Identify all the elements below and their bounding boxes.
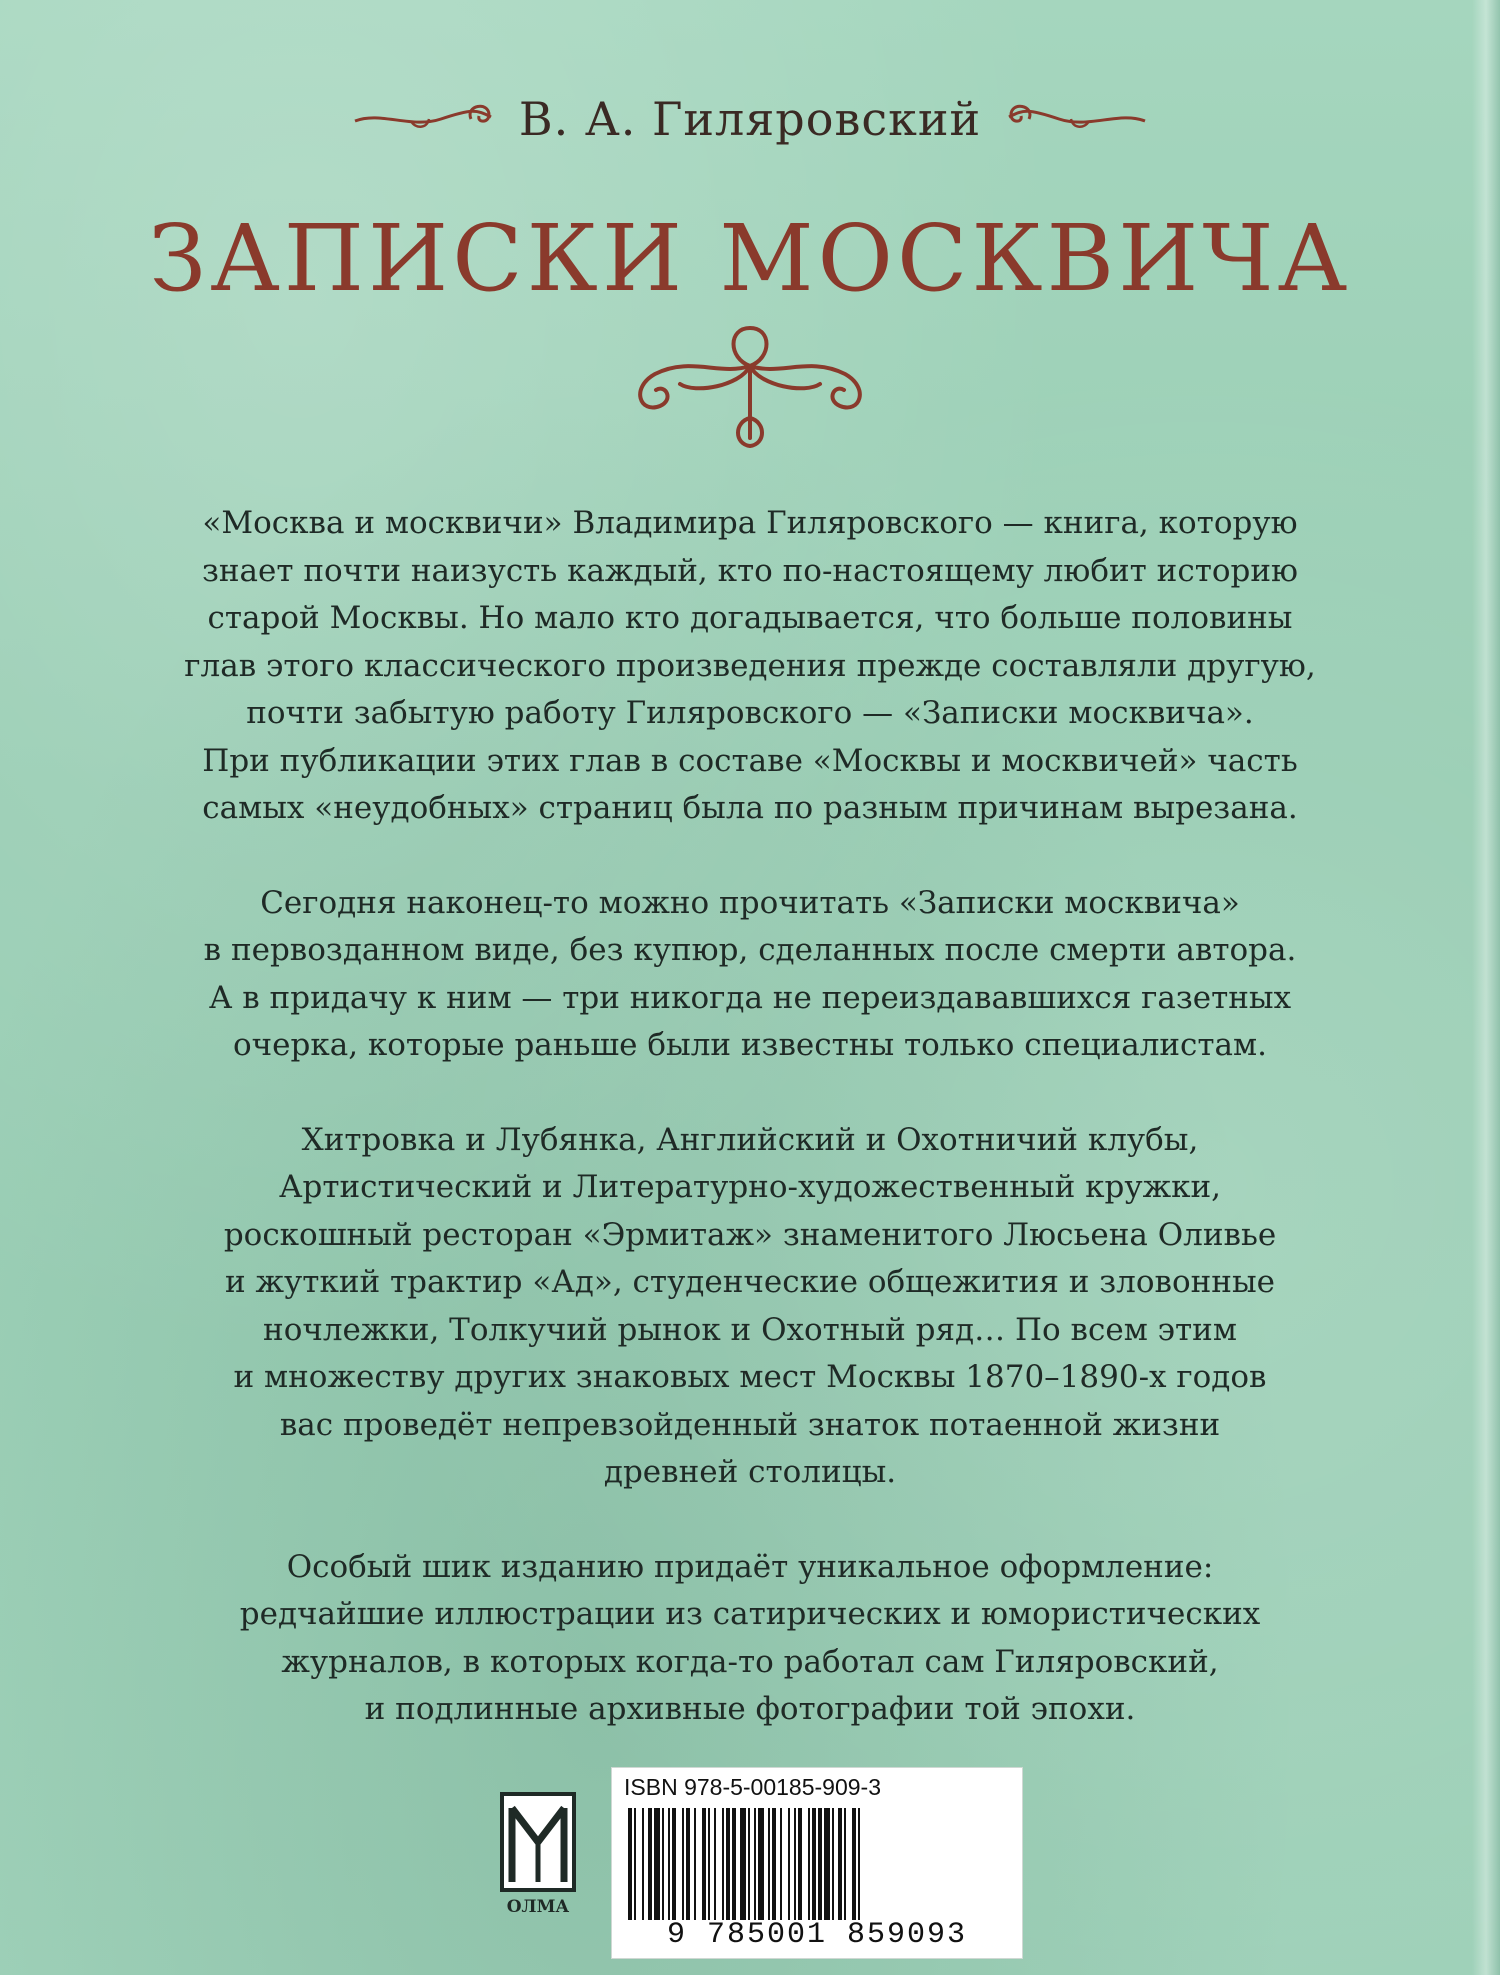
center-scroll-ornament-icon bbox=[620, 318, 880, 468]
isbn-label: ISBN 978-5-00185-909-3 bbox=[624, 1774, 881, 1800]
book-title: ЗАПИСКИ МОСКВИЧА bbox=[148, 205, 1352, 312]
annotation-line: и множеству других знаковых мест Москвы 1870–1890-х годов bbox=[233, 1359, 1267, 1395]
annotation-line: А в придачу к ним — три никогда не переиздававшихся газетных bbox=[208, 979, 1292, 1016]
flourish-right-icon bbox=[999, 99, 1149, 139]
barcode-icon bbox=[624, 1808, 1010, 1920]
annotation-paragraph bbox=[180, 1117, 1320, 1497]
author-name: В. А. Гиляровский bbox=[518, 92, 982, 146]
annotation-line: Хитровка и Лубянка, Английский и Охотничий клубы, bbox=[301, 1121, 1199, 1158]
annotation-line: роскошный ресторан «Эрмитаж» знаменитого Люсьена Оливье bbox=[223, 1216, 1277, 1253]
annotation-line: самых «неудобных» страниц была по разным причинам вырезана. bbox=[202, 790, 1298, 826]
annotation-line: Сегодня наконец-то можно прочитать «Записки москвича» bbox=[260, 884, 1240, 921]
annotation-paragraph bbox=[180, 500, 1320, 833]
annotation-line: Особый шик изданию придаёт уникальное оформление: bbox=[286, 1548, 1214, 1585]
publisher-name: ОЛМА bbox=[506, 1897, 570, 1917]
annotation-line: и подлинные архивные фотографии той эпохи. bbox=[364, 1691, 1136, 1727]
barcode-digits: 9 785001 859093 bbox=[666, 1918, 968, 1952]
annotation-line: знает почти наизусть каждый, кто по-настоящему любит историю bbox=[201, 552, 1299, 589]
annotation-line: Артистический и Литературно-художественный кружки, bbox=[279, 1169, 1221, 1205]
annotation-line: древней столицы. bbox=[603, 1454, 897, 1490]
annotation-line: При публикации этих глав в составе «Москвы и москвичей» часть bbox=[202, 742, 1298, 779]
annotation-line: ночлежки, Толкучий рынок и Охотный ряд… По всем этим bbox=[263, 1311, 1237, 1348]
annotation-line: в первозданном виде, без купюр, сделанных после смерти автора. bbox=[203, 932, 1297, 968]
annotation-line: очерка, которые раньше были известны только специалистам. bbox=[232, 1027, 1268, 1063]
annotation-line: старой Москвы. Но мало кто догадывается, что больше половины bbox=[207, 600, 1293, 636]
annotation-line: почти забытую работу Гиляровского — «Записки москвича». bbox=[246, 695, 1254, 731]
annotation-paragraph bbox=[180, 880, 1320, 1070]
isbn-barcode-block bbox=[612, 1768, 1022, 1958]
annotation-line: вас проведёт непревзойденный знаток потаенной жизни bbox=[279, 1406, 1221, 1443]
annotation-text bbox=[180, 500, 1320, 1781]
annotation-line: и жуткий трактир «Ад», студенческие общежития и зловонные bbox=[225, 1264, 1275, 1300]
annotation-line: журналов, в которых когда-то работал сам Гиляровский, bbox=[281, 1643, 1219, 1680]
flourish-left-icon bbox=[351, 99, 501, 139]
annotation-line: редчайшие иллюстрации из сатирических и юмористических bbox=[239, 1596, 1261, 1632]
annotation-line: глав этого классического произведения прежде составляли другую, bbox=[184, 647, 1316, 684]
olma-logo-icon bbox=[498, 1790, 578, 1910]
annotation-paragraph bbox=[180, 1544, 1320, 1734]
annotation-line: «Москва и москвичи» Владимира Гиляровского — книга, которую bbox=[202, 505, 1298, 541]
author-row bbox=[0, 92, 1500, 146]
